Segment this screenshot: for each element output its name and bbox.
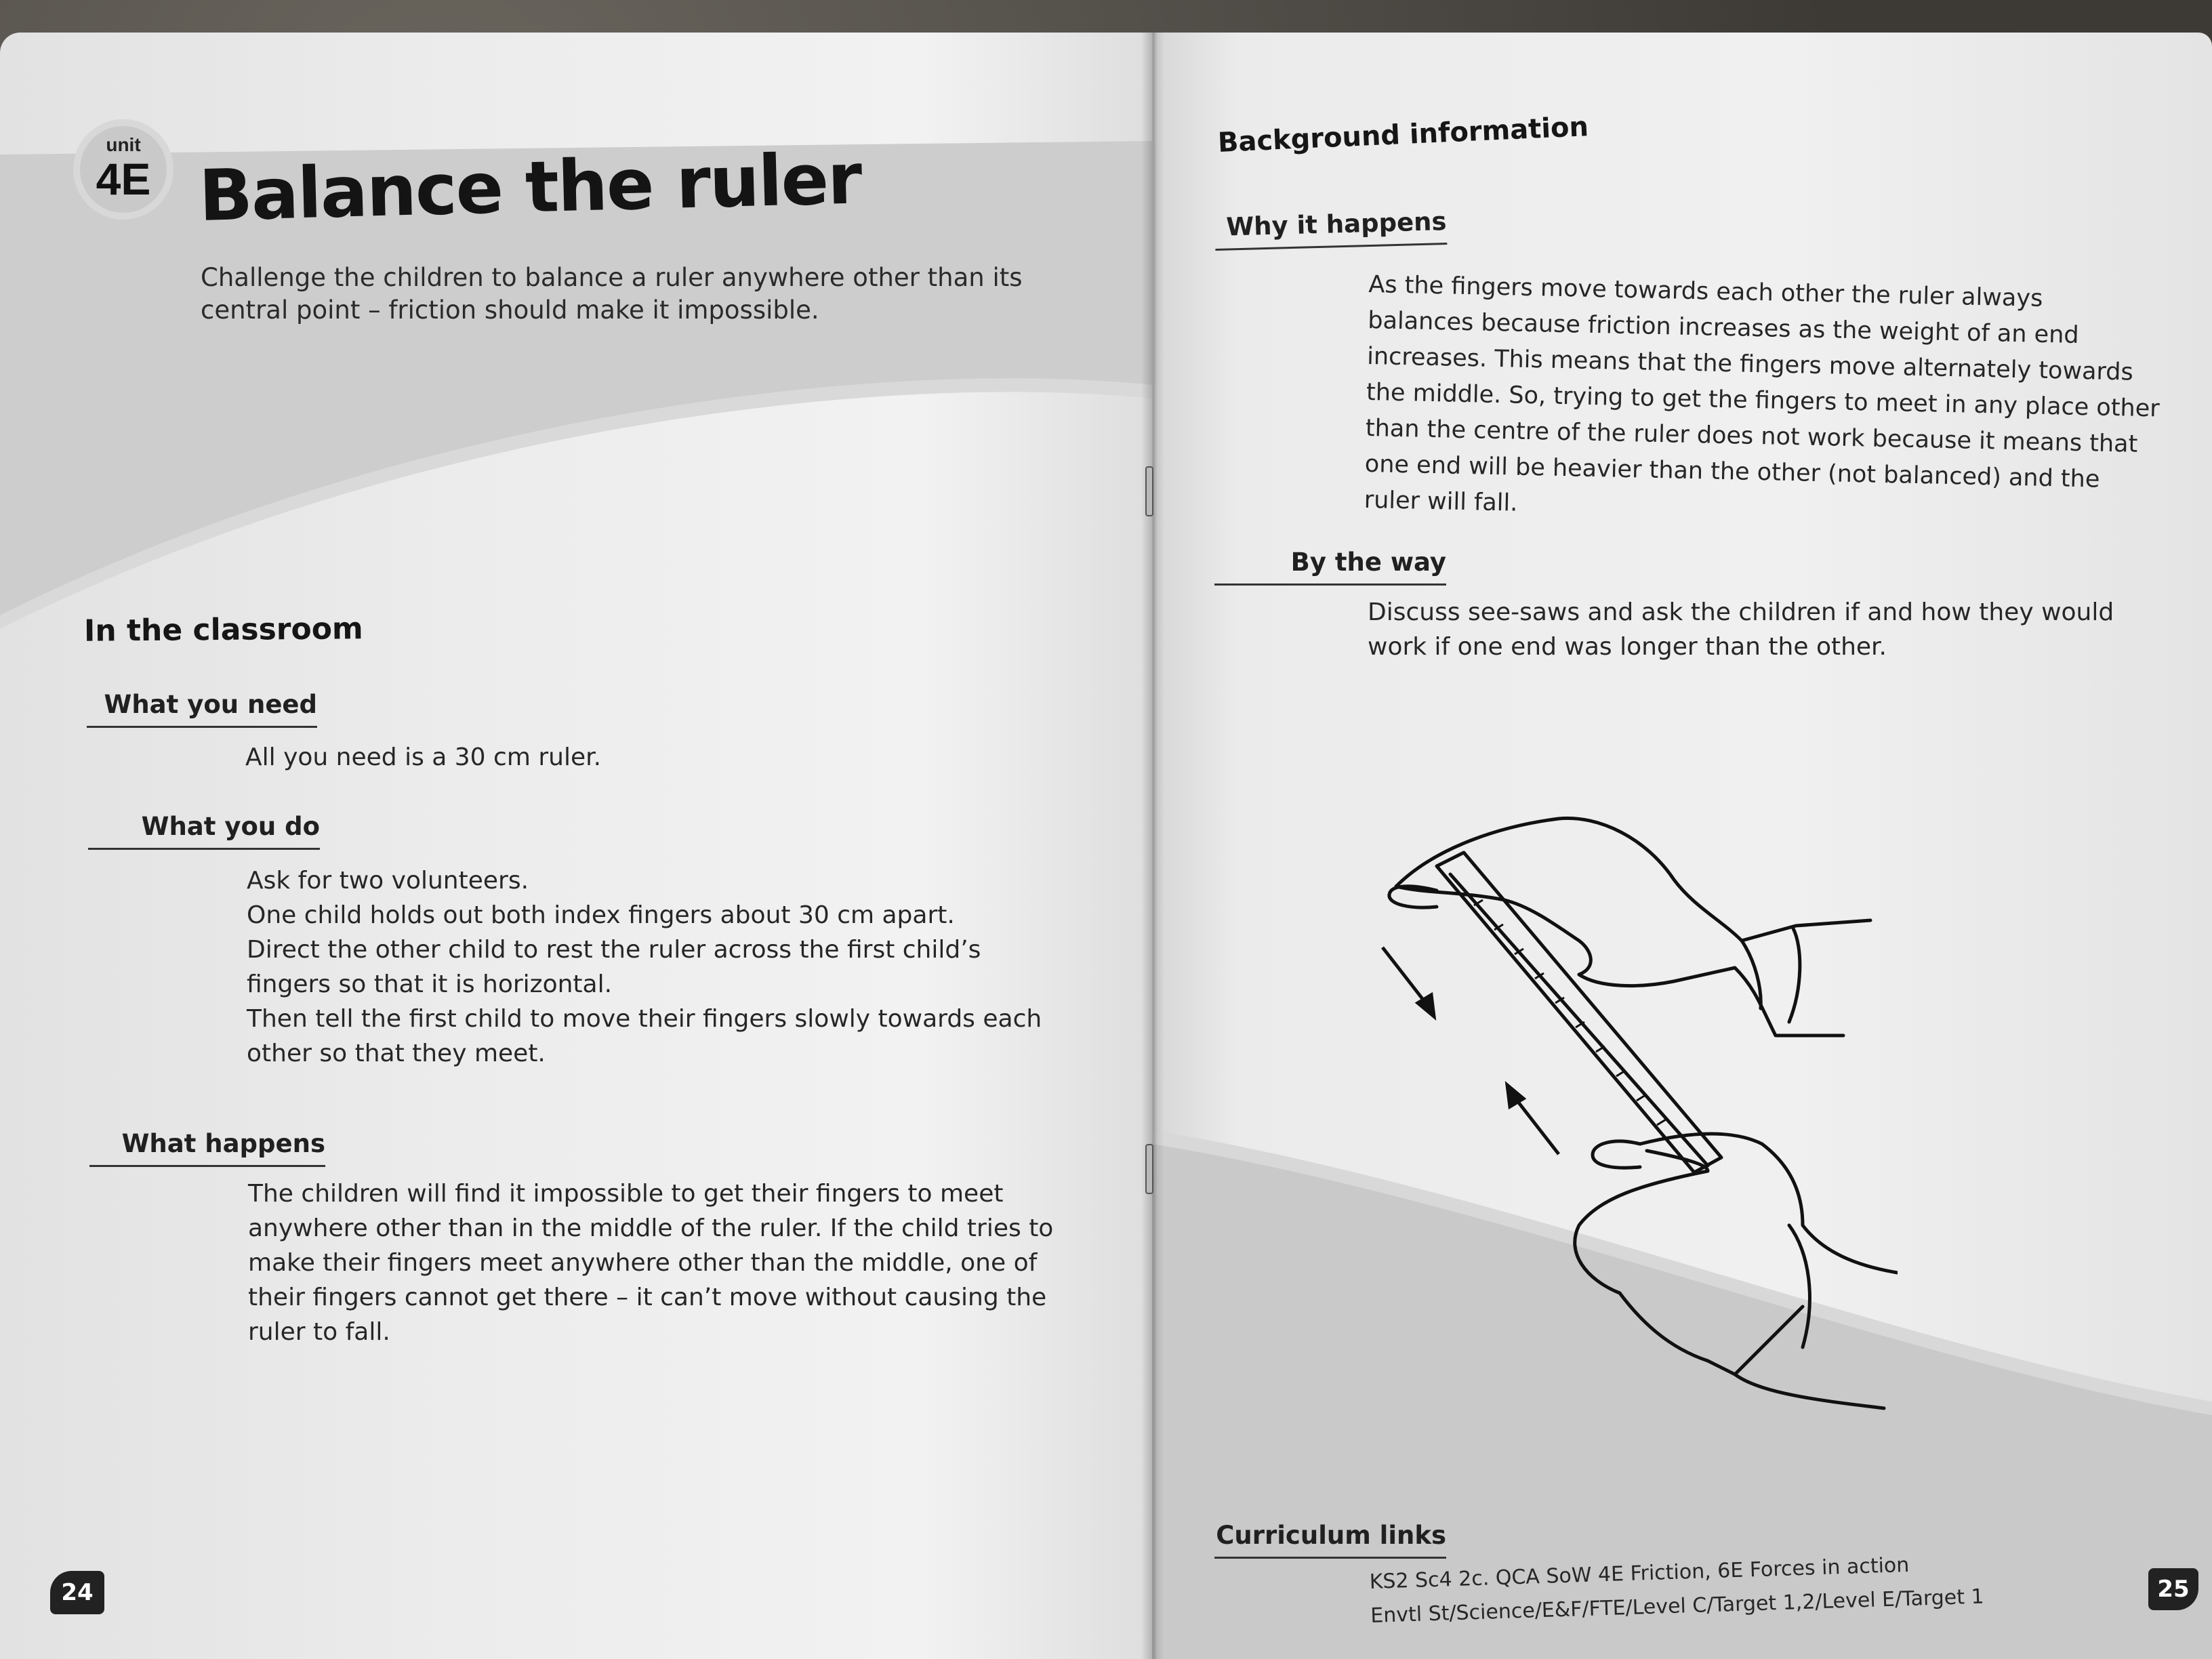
body-line: the middle. So, trying to get the fingers to meet in any place other <box>1366 378 2160 423</box>
body-line: balances because friction increases as the weight of an end <box>1367 306 2079 349</box>
body-line: ruler will fall. <box>1364 486 1518 517</box>
left-page <box>0 33 1152 1659</box>
intro-text <box>201 262 1082 327</box>
staple <box>1145 1144 1153 1194</box>
subheading-curriculum-links: Curriculum links <box>1214 1521 1446 1559</box>
section-heading-background-information: Background information <box>1217 111 1589 159</box>
subheading-what-you-need: What you need <box>87 690 317 728</box>
body-line: The children will find it impossible to get their fingers to meet <box>248 1180 1004 1208</box>
unit-label: unit <box>106 134 141 155</box>
body-line: One child holds out both index fingers about 30 cm apart. <box>247 901 955 929</box>
page-number-right: 25 <box>2148 1568 2198 1610</box>
body-line: their fingers cannot get there – it can’t move without causing the <box>248 1284 1047 1311</box>
subheading-what-happens: What happens <box>89 1129 325 1167</box>
body-line: work if one end was longer than the other. <box>1368 633 1887 661</box>
open-booklet <box>0 33 2212 1659</box>
subheading-what-you-do: What you do <box>88 812 320 850</box>
body-line: Direct the other child to rest the ruler across the first child’s <box>247 936 981 964</box>
subheading-by-the-way: By the way <box>1214 548 1446 586</box>
unit-number: 4E <box>96 154 151 204</box>
body-line: ruler to fall. <box>248 1318 390 1346</box>
body-line: As the fingers move towards each other the ruler always <box>1368 270 2043 312</box>
body-line: fingers so that it is horizontal. <box>247 970 613 998</box>
what-happens-text <box>248 1176 1053 1349</box>
subheading-why-it-happens: Why it happens <box>1214 207 1447 251</box>
body-line: increases. This means that the fingers move alternately towards <box>1366 342 2134 386</box>
booklet-spine <box>1141 33 1164 1659</box>
page-number-left: 24 <box>50 1571 104 1614</box>
body-line: anywhere other than in the middle of the ruler. If the child tries to <box>248 1214 1054 1242</box>
unit-badge <box>73 119 173 220</box>
right-page <box>1152 33 2212 1659</box>
body-line: than the centre of the ruler does not work because it means that <box>1365 414 2138 458</box>
body-line: Discuss see-saws and ask the children if and how they would <box>1368 598 2114 626</box>
body-line: make their fingers meet anywhere other than the middle, one of <box>248 1249 1038 1277</box>
section-heading-in-the-classroom: In the classroom <box>83 611 363 649</box>
body-line: one end will be heavier than the other (not balanced) and the <box>1364 450 2100 493</box>
hands-balancing-ruler-illustration <box>1355 764 1898 1429</box>
what-you-need-text <box>245 740 601 775</box>
by-the-way-text <box>1368 595 2114 664</box>
why-it-happens-text <box>1364 267 2162 535</box>
what-you-do-text <box>247 863 1042 1071</box>
body-line: KS2 Sc4 2c. QCA SoW 4E Friction, 6E Forces in action <box>1369 1553 1910 1594</box>
intro-line: Challenge the children to balance a ruler anywhere other than its <box>201 263 1023 292</box>
body-line: Envtl St/Science/E&F/FTE/Level C/Target 1,2/Level E/Target 1 <box>1370 1584 1985 1628</box>
body-line: Then tell the first child to move their fingers slowly towards each <box>247 1005 1042 1033</box>
body-line: All you need is a 30 cm ruler. <box>245 743 602 771</box>
intro-line: central point – friction should make it impossible. <box>201 295 819 325</box>
page-title: Balance the ruler <box>198 137 862 237</box>
staple <box>1145 466 1153 516</box>
body-line: other so that they meet. <box>247 1040 546 1067</box>
body-line: Ask for two volunteers. <box>247 867 529 895</box>
